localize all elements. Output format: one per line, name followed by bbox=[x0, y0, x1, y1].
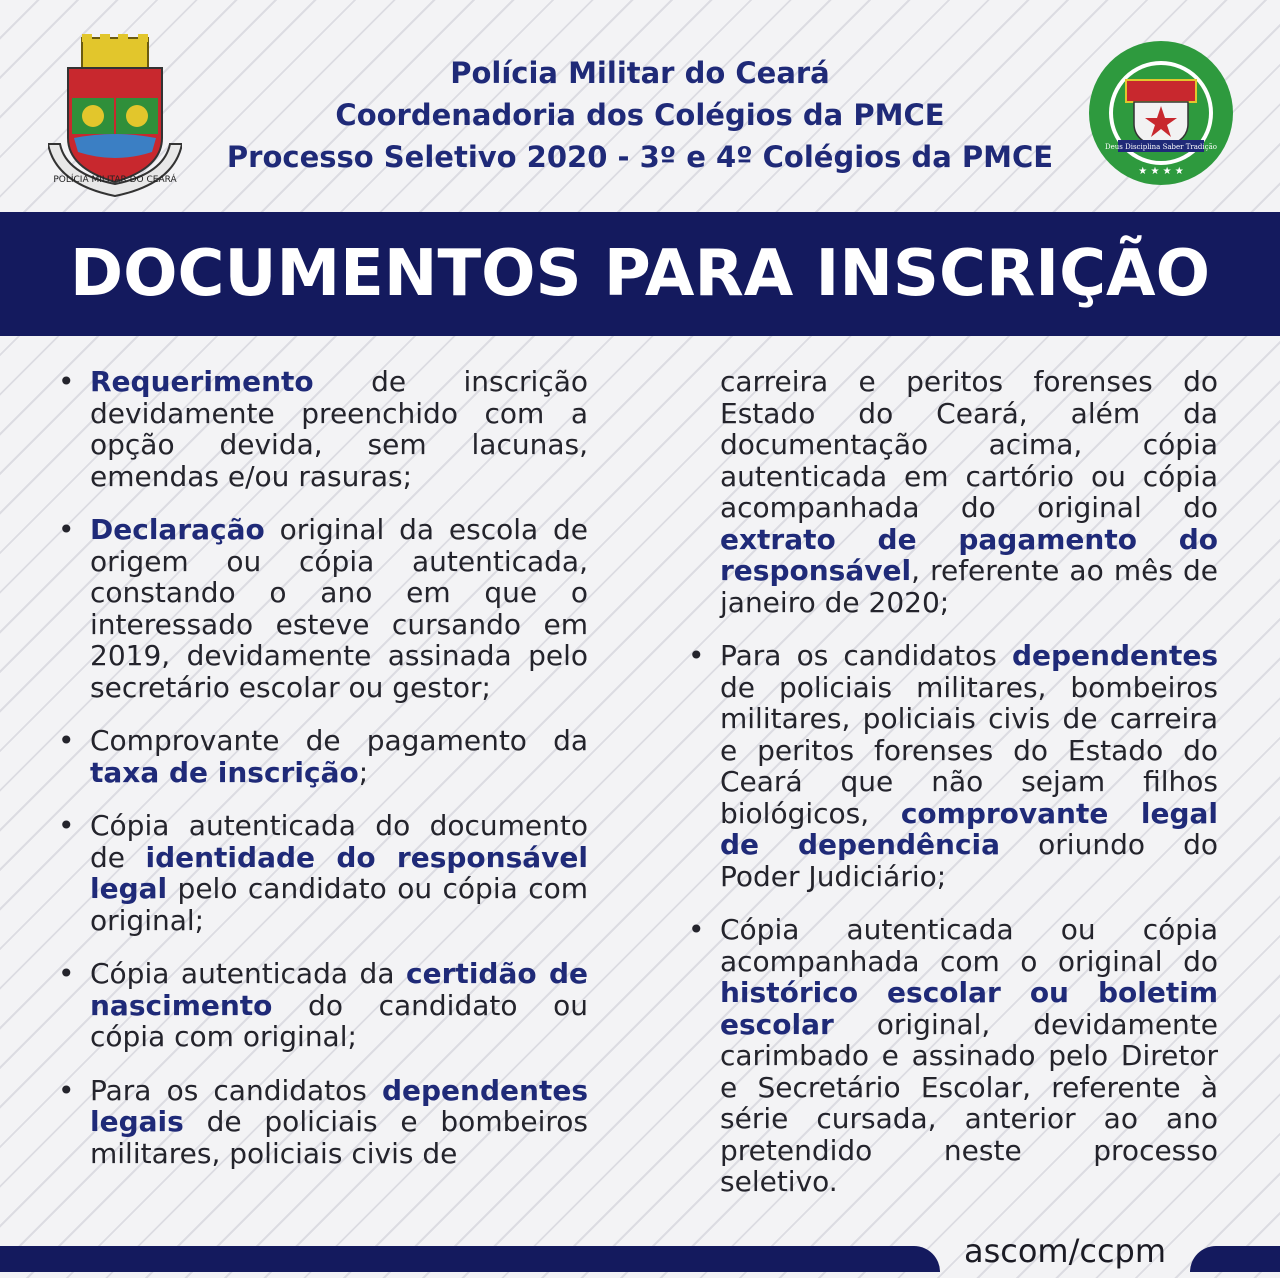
item-text: ; bbox=[358, 755, 369, 789]
item-text: carreira e peritos forenses do Estado do Ceará, além da documentação acima, cópia autenticada em cartório ou cópia acompanhada do original do bbox=[720, 365, 1218, 524]
bullet-icon: • bbox=[58, 724, 75, 757]
item-text: de policiais militares, bombeiros militares, policiais civis de carreira e peritos forenses do Estado do Ceará que não sejam filhos biológicos, bbox=[720, 670, 1218, 830]
header-titles bbox=[190, 52, 1090, 178]
item-bold: taxa de inscrição bbox=[90, 755, 359, 789]
banner-title: DOCUMENTOS PARA INSCRIÇÃO bbox=[70, 237, 1210, 311]
list-item-continued bbox=[688, 366, 1218, 618]
item-text: original da escola de origem ou cópia autenticada, constando o ano em que o interessado esteve cursando em 2019, devidamente assinada pelo secretário escolar ou gestor; bbox=[90, 513, 588, 704]
list-item bbox=[58, 366, 588, 492]
bullet-icon: • bbox=[58, 513, 75, 546]
list-item bbox=[688, 914, 1218, 1198]
item-bold: dependentes legais bbox=[90, 1073, 588, 1138]
footer-bar-right bbox=[1190, 1246, 1280, 1272]
title-banner bbox=[0, 212, 1280, 336]
item-text: de policiais e bombeiros militares, policiais civis de bbox=[90, 1105, 588, 1170]
item-bold: comprovante legal de dependência bbox=[720, 796, 1218, 861]
item-bold: extrato de pagamento do responsável bbox=[720, 522, 1218, 587]
item-text: Cópia autenticada do documento de bbox=[90, 809, 588, 874]
list-item bbox=[688, 640, 1218, 892]
bullet-icon: • bbox=[58, 809, 75, 842]
bullet-icon: • bbox=[688, 639, 705, 672]
item-text: Comprovante de pagamento da bbox=[90, 724, 588, 757]
item-bold: certidão de nascimento bbox=[90, 957, 588, 1022]
right-column bbox=[688, 366, 1218, 1220]
header-line-3: Processo Seletivo 2020 - 3º e 4º Colégios da PMCE bbox=[226, 140, 1054, 174]
header-line-1: Polícia Militar do Ceará bbox=[450, 56, 830, 90]
bullet-icon: • bbox=[58, 365, 75, 398]
bullet-icon: • bbox=[58, 1073, 75, 1107]
item-text: original, devidamente carimbado e assinado pelo Diretor e Secretário Escolar, referente à série cursada, anterior ao ano pretendido neste processo seletivo. bbox=[720, 1007, 1218, 1198]
left-column bbox=[58, 366, 588, 1169]
item-bold: Requerimento bbox=[90, 365, 314, 398]
item-text: de inscrição devidamente preenchido com a opção devida, sem lacunas, emendas e/ou rasuras; bbox=[90, 365, 588, 493]
footer-credit: ascom/ccpm bbox=[963, 1232, 1167, 1270]
item-text: oriundo do Poder Judiciário; bbox=[720, 828, 1218, 893]
svg-text:POLÍCIA MILITAR DO CEARÁ: POLÍCIA MILITAR DO CEARÁ bbox=[53, 175, 177, 185]
list-item bbox=[58, 958, 588, 1053]
item-text: Cópia autenticada da bbox=[90, 957, 407, 990]
item-bold: Declaração bbox=[90, 513, 265, 546]
item-text: do candidato ou cópia com original; bbox=[90, 988, 588, 1053]
list-item bbox=[58, 1075, 588, 1170]
list-item bbox=[58, 514, 588, 703]
item-bold: histórico escolar ou boletim escolar bbox=[720, 976, 1218, 1041]
list-item bbox=[58, 810, 588, 936]
item-text: Cópia autenticada ou cópia acompanhada com o original do bbox=[720, 913, 1218, 978]
list-item bbox=[58, 725, 588, 788]
svg-text:★ ★ ★ ★: ★ ★ ★ ★ bbox=[1138, 166, 1184, 177]
item-text: Para os candidatos bbox=[720, 639, 1012, 672]
bullet-icon: • bbox=[58, 957, 75, 990]
pmce-crest-logo bbox=[48, 34, 182, 198]
item-text: pelo candidato ou cópia com original; bbox=[90, 872, 588, 937]
bullet-icon: • bbox=[688, 913, 705, 946]
footer-bar-left bbox=[0, 1246, 940, 1272]
header bbox=[0, 0, 1280, 212]
item-bold: dependentes bbox=[1011, 639, 1218, 672]
seal-motto: Deus Disciplina Saber Tradição bbox=[1105, 143, 1217, 151]
ccpm-seal-logo bbox=[1088, 40, 1234, 186]
item-text: , referente ao mês de janeiro de 2020; bbox=[720, 554, 1218, 619]
item-bold: identidade do responsável legal bbox=[90, 840, 589, 905]
header-line-2: Coordenadoria dos Colégios da PMCE bbox=[335, 98, 945, 132]
item-text: Para os candidatos bbox=[90, 1073, 382, 1107]
